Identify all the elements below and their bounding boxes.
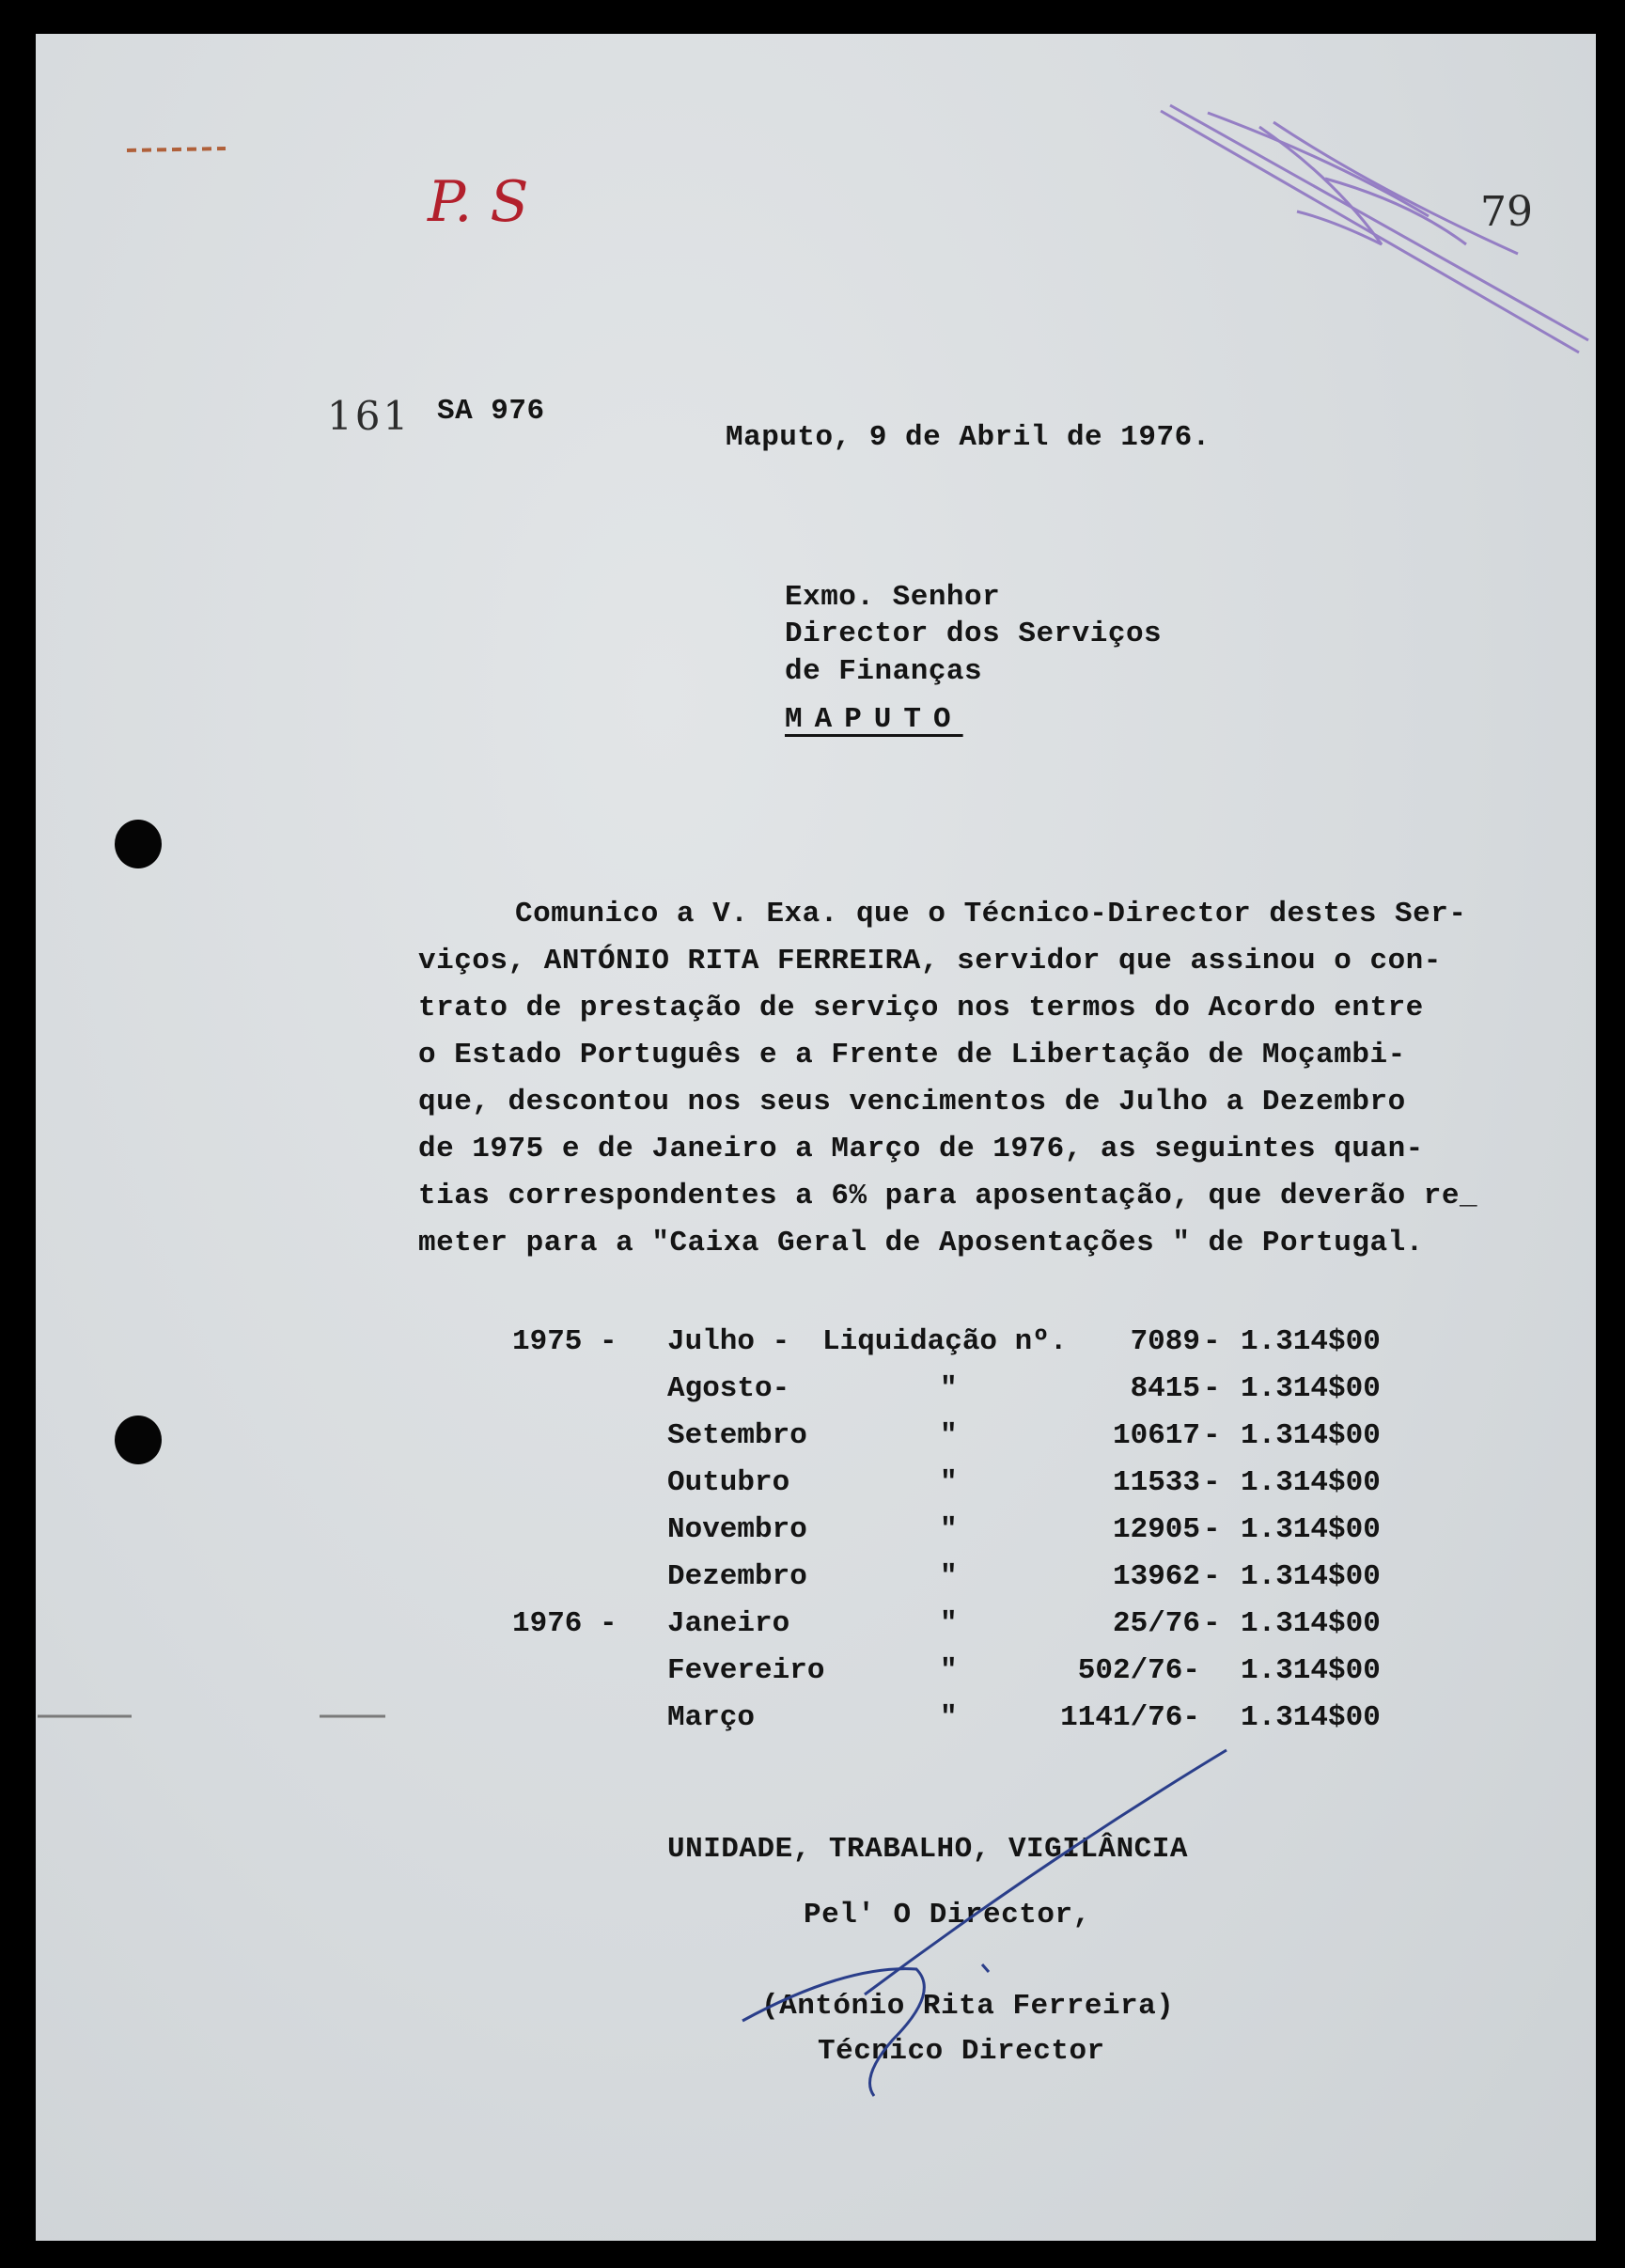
body-line-6: de 1975 e de Janeiro a Março de 1976, as seguintes quan- [418, 1133, 1424, 1165]
payment-amount: 1.314$00 [1241, 1325, 1381, 1358]
stamp-number: 161 [327, 393, 412, 439]
payment-month: Outubro [667, 1466, 790, 1499]
body-line-2: viços, ANTÓNIO RITA FERREIRA, servidor que assinou o con- [418, 945, 1442, 978]
payment-month: Setembro [667, 1419, 807, 1452]
payment-amount: 1.314$00 [1241, 1701, 1381, 1734]
payment-amount: 1.314$00 [1241, 1607, 1381, 1640]
payment-dash: - [1203, 1607, 1221, 1640]
handwritten-initials: P. S [428, 169, 529, 235]
payment-number: 1141/76- [1060, 1701, 1200, 1734]
body-line-7: tias correspondentes a 6% para aposentação, que deverão re_ [418, 1180, 1478, 1212]
payment-month: Dezembro [667, 1560, 807, 1593]
letter-date: Maputo, 9 de Abril de 1976. [726, 421, 1211, 454]
payment-dash: - [1203, 1560, 1221, 1593]
payment-year: 1976 - [512, 1607, 617, 1640]
payment-number: 7089 [1130, 1325, 1200, 1358]
ditto-mark: " [940, 1701, 958, 1734]
payment-month: Fevereiro [667, 1654, 825, 1687]
payment-dash: - [1203, 1466, 1221, 1499]
addressee-line-1: Exmo. Senhor [785, 581, 1001, 614]
payment-label: Liquidação nº. [822, 1325, 1068, 1358]
payment-dash: - [1203, 1419, 1221, 1452]
payment-month: Março [667, 1701, 756, 1734]
payment-number: 8415 [1130, 1372, 1200, 1405]
closing-motto: UNIDADE, TRABALHO, VIGILÂNCIA [667, 1833, 1188, 1866]
payment-amount: 1.314$00 [1241, 1654, 1381, 1687]
body-line-4: o Estado Português e a Frente de Libertação de Moçambi- [418, 1039, 1406, 1071]
signatory-title: Técnico Director [818, 2035, 1105, 2068]
body-line-8: meter para a "Caixa Geral de Aposentações " de Portugal. [418, 1227, 1424, 1259]
ditto-mark: " [940, 1419, 958, 1452]
payment-number: 25/76 [1112, 1607, 1200, 1640]
ditto-mark: " [940, 1654, 958, 1687]
violet-stamp-mark [1161, 105, 1588, 352]
payment-number: 10617 [1112, 1419, 1200, 1452]
body-line-3: trato de prestação de serviço nos termos do Acordo entre [418, 992, 1424, 1025]
payment-amount: 1.314$00 [1241, 1466, 1381, 1499]
body-line-5: que, descontou nos seus vencimentos de Julho a Dezembro [418, 1086, 1406, 1118]
payment-dash: - [1203, 1372, 1221, 1405]
ditto-mark: " [940, 1372, 958, 1405]
payment-month: Novembro [667, 1513, 807, 1546]
signatory-name: (António Rita Ferreira) [761, 1990, 1175, 2023]
smudge-top-left [127, 149, 226, 150]
payment-amount: 1.314$00 [1241, 1419, 1381, 1452]
addressee-line-2: Director dos Serviços [785, 618, 1163, 650]
payment-amount: 1.314$00 [1241, 1372, 1381, 1405]
payment-dash: - [1203, 1325, 1221, 1358]
payment-number: 502/76- [1077, 1654, 1200, 1687]
addressee-city: MAPUTO [785, 703, 963, 736]
page-number: 79 [1480, 188, 1533, 236]
body-line-1: Comunico a V. Exa. que o Técnico-Director destes Ser- [515, 898, 1467, 931]
handwritten-signature [742, 1750, 1227, 2096]
payment-amount: 1.314$00 [1241, 1560, 1381, 1593]
payment-amount: 1.314$00 [1241, 1513, 1381, 1546]
ditto-mark: " [940, 1513, 958, 1546]
ditto-mark: " [940, 1560, 958, 1593]
reference-code: SA 976 [437, 395, 545, 428]
addressee-line-3: de Finanças [785, 655, 983, 688]
payment-month: Janeiro [667, 1607, 790, 1640]
closing-on-behalf: Pel' O Director, [804, 1899, 1091, 1932]
payment-year: 1975 - [512, 1325, 617, 1358]
payment-number: 11533 [1112, 1466, 1200, 1499]
ditto-mark: " [940, 1466, 958, 1499]
payment-month: Agosto- [667, 1372, 790, 1405]
payment-dash: - [1203, 1513, 1221, 1546]
payment-number: 13962 [1112, 1560, 1200, 1593]
ditto-mark: " [940, 1607, 958, 1640]
payment-month: Julho - [667, 1325, 790, 1358]
payment-number: 12905 [1112, 1513, 1200, 1546]
